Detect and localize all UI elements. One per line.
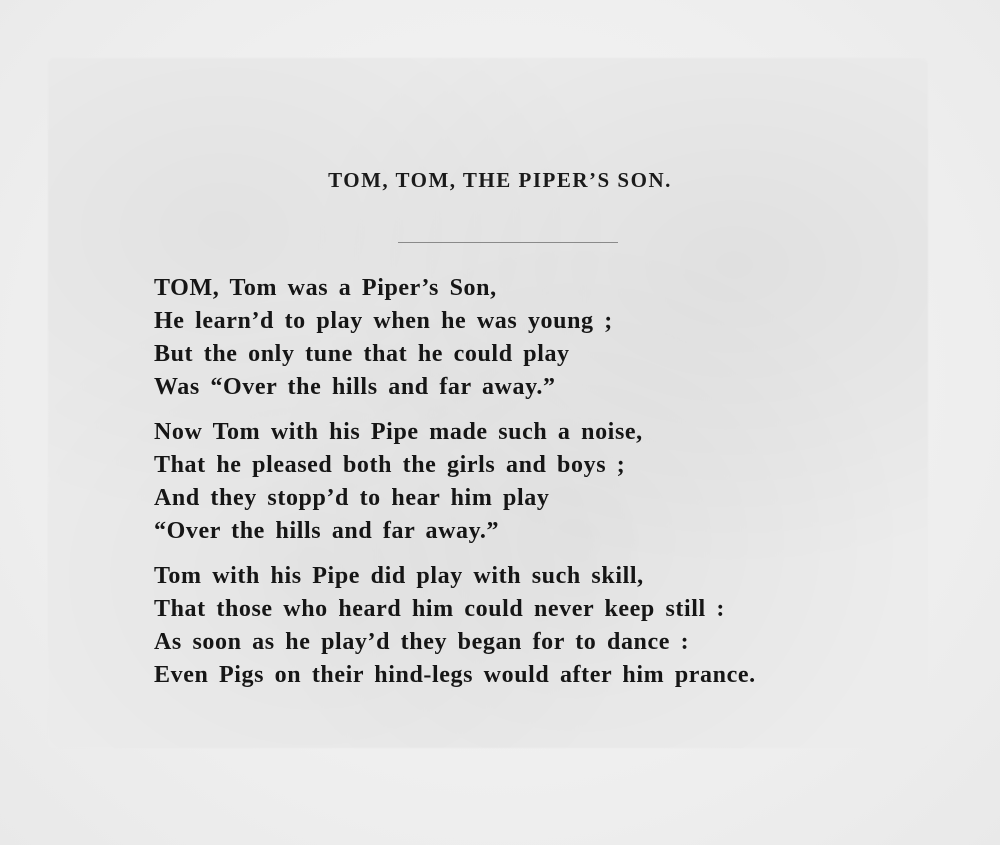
poem-line: That those who heard him could never keep still : xyxy=(154,596,725,622)
poem-line: Now Tom with his Pipe made such a noise, xyxy=(154,419,643,445)
stanza-2 xyxy=(154,416,914,548)
poem-line: As soon as he play’d they began for to dance : xyxy=(154,629,690,655)
poem-line: Even Pigs on their hind-legs would after him prance. xyxy=(154,662,756,688)
poem-line: And they stopp’d to hear him play xyxy=(154,485,550,511)
title-divider xyxy=(398,242,618,243)
stanza-1 xyxy=(154,272,914,404)
poem-line: Was “Over the hills and far away.” xyxy=(154,374,556,400)
poem-title: TOM, TOM, THE PIPER’S SON. xyxy=(328,168,672,192)
poem-body xyxy=(154,272,914,704)
poem-line: “Over the hills and far away.” xyxy=(154,518,500,544)
poem-line: TOM, Tom was a Piper’s Son, xyxy=(154,275,497,301)
poem-line: He learn’d to play when he was young ; xyxy=(154,308,613,334)
poem-line: Tom with his Pipe did play with such skill, xyxy=(154,563,644,589)
poem-line: That he pleased both the girls and boys ; xyxy=(154,452,626,478)
stanza-3 xyxy=(154,560,914,692)
poem-line: But the only tune that he could play xyxy=(154,341,570,367)
